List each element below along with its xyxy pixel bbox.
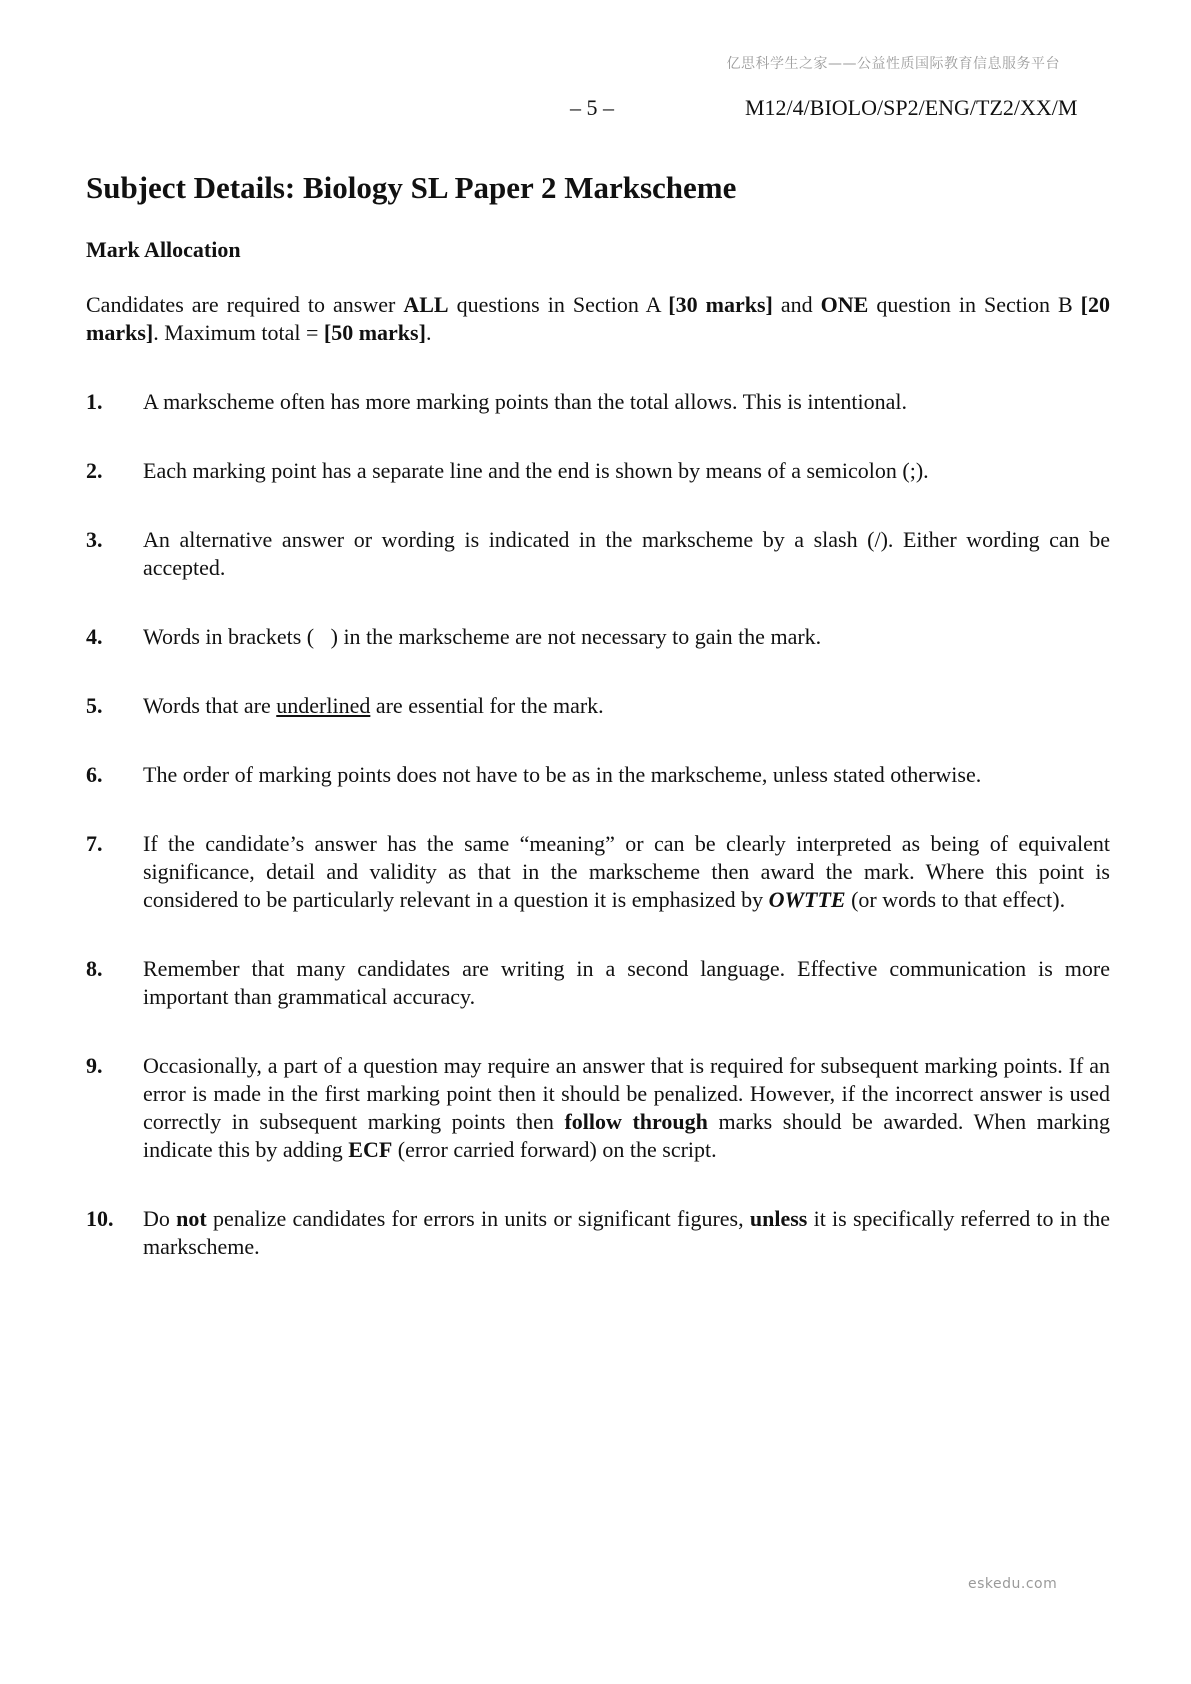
rule-item-5 [86, 692, 1110, 720]
rule-item-8 [86, 955, 1110, 1011]
rule-text: An alternative answer or wording is indicated in the markscheme by a slash (/). Either wording can be accepted. [143, 527, 1110, 580]
rule-bold-italic-text: OWTTE [768, 887, 846, 912]
rule-text [143, 1052, 1110, 1164]
intro-text: and [772, 292, 821, 317]
rule-text-segment: marks should be awarded. When marking indicate this by adding [143, 1109, 1110, 1162]
rule-item-6 [86, 761, 1110, 789]
rule-number: 4. [86, 624, 103, 649]
rule-text-segment: Occasionally, a part of a question may require an answer that is required for subsequent marking points. If an error is made in the first marking point then it should be penalized. However, if the incorrect answer is used correctly in subsequent marking points then [143, 1053, 1110, 1134]
rule-text: A markscheme often has more marking points than the total allows. This is intentional. [143, 389, 907, 414]
rule-bold-text: not [176, 1206, 207, 1231]
rule-text: The order of marking points does not have to be as in the markscheme, unless stated otherwise. [143, 762, 982, 787]
rule-number: 2. [86, 458, 103, 483]
rule-item-1 [86, 388, 1110, 416]
intro-emphasis: ALL [403, 292, 449, 317]
rule-text [143, 1205, 1110, 1261]
rule-text [143, 692, 1110, 720]
section-heading: Mark Allocation [86, 237, 241, 262]
intro-text: . [425, 320, 432, 345]
rule-item-7 [86, 830, 1110, 914]
rule-bold-text: unless [749, 1206, 808, 1231]
rule-text [143, 830, 1110, 914]
intro-emphasis: ONE [820, 292, 869, 317]
intro-emphasis: [30 marks] [668, 292, 773, 317]
rule-text: Words in brackets ( ) in the markscheme are not necessary to gain the mark. [143, 624, 822, 649]
rule-text-segment: Words that are [143, 693, 277, 718]
rule-text: Remember that many candidates are writing in a second language. Effective communication is more important than grammatical accuracy. [143, 956, 1110, 1009]
rule-text-segment: Do [143, 1206, 177, 1231]
page-number: – 5 – [570, 95, 614, 120]
rule-item-9 [86, 1052, 1110, 1164]
rule-underlined-text: underlined [276, 693, 371, 718]
rule-item-2 [86, 457, 1110, 485]
intro-emphasis: [50 marks] [323, 320, 426, 345]
rule-number: 7. [86, 831, 103, 856]
marking-rules-list [86, 388, 1110, 1302]
rule-number: 10. [86, 1206, 114, 1231]
intro-text: questions in Section A [448, 292, 669, 317]
rule-text-segment: (error carried forward) on the script. [392, 1137, 717, 1162]
rule-number: 5. [86, 693, 103, 718]
intro-paragraph [86, 291, 1110, 347]
rule-item-4 [86, 623, 1110, 651]
rule-text-segment: If the candidate’s answer has the same “meaning” or can be clearly interpreted as being of equivalent significance, detail and validity as that in the markscheme then award the mark. Where this point is considered to be particularly relevant in a question it is emphasized by [143, 831, 1110, 912]
rule-item-3 [86, 526, 1110, 582]
intro-emphasis: [20 marks] [86, 292, 1110, 345]
watermark-header: 亿思科学生之家——公益性质国际教育信息服务平台 [726, 56, 1060, 72]
rule-text-segment: are essential for the mark. [370, 693, 604, 718]
rule-text-segment: (or words to that effect). [845, 887, 1066, 912]
rule-text-segment: it is specifically referred to in the markscheme. [143, 1206, 1111, 1259]
rule-item-10 [86, 1205, 1110, 1261]
watermark-footer: eskedu.com [968, 1576, 1058, 1592]
rule-text-segment: penalize candidates for errors in units or significant figures, [206, 1206, 750, 1231]
page-title: Subject Details: Biology SL Paper 2 Markscheme [86, 170, 737, 205]
rule-number: 8. [86, 956, 103, 981]
rule-number: 6. [86, 762, 103, 787]
rule-text: Each marking point has a separate line and the end is shown by means of a semicolon (;). [143, 458, 929, 483]
rule-number: 9. [86, 1053, 103, 1078]
intro-text: . Maximum total = [153, 320, 324, 345]
rule-bold-text: follow through [564, 1109, 708, 1134]
rule-bold-text: ECF [348, 1137, 393, 1162]
intro-text: question in Section B [868, 292, 1081, 317]
rule-number: 3. [86, 527, 103, 552]
intro-text: Candidates are required to answer [86, 292, 404, 317]
document-code: M12/4/BIOLO/SP2/ENG/TZ2/XX/M [745, 95, 1078, 120]
rule-number: 1. [86, 389, 103, 414]
